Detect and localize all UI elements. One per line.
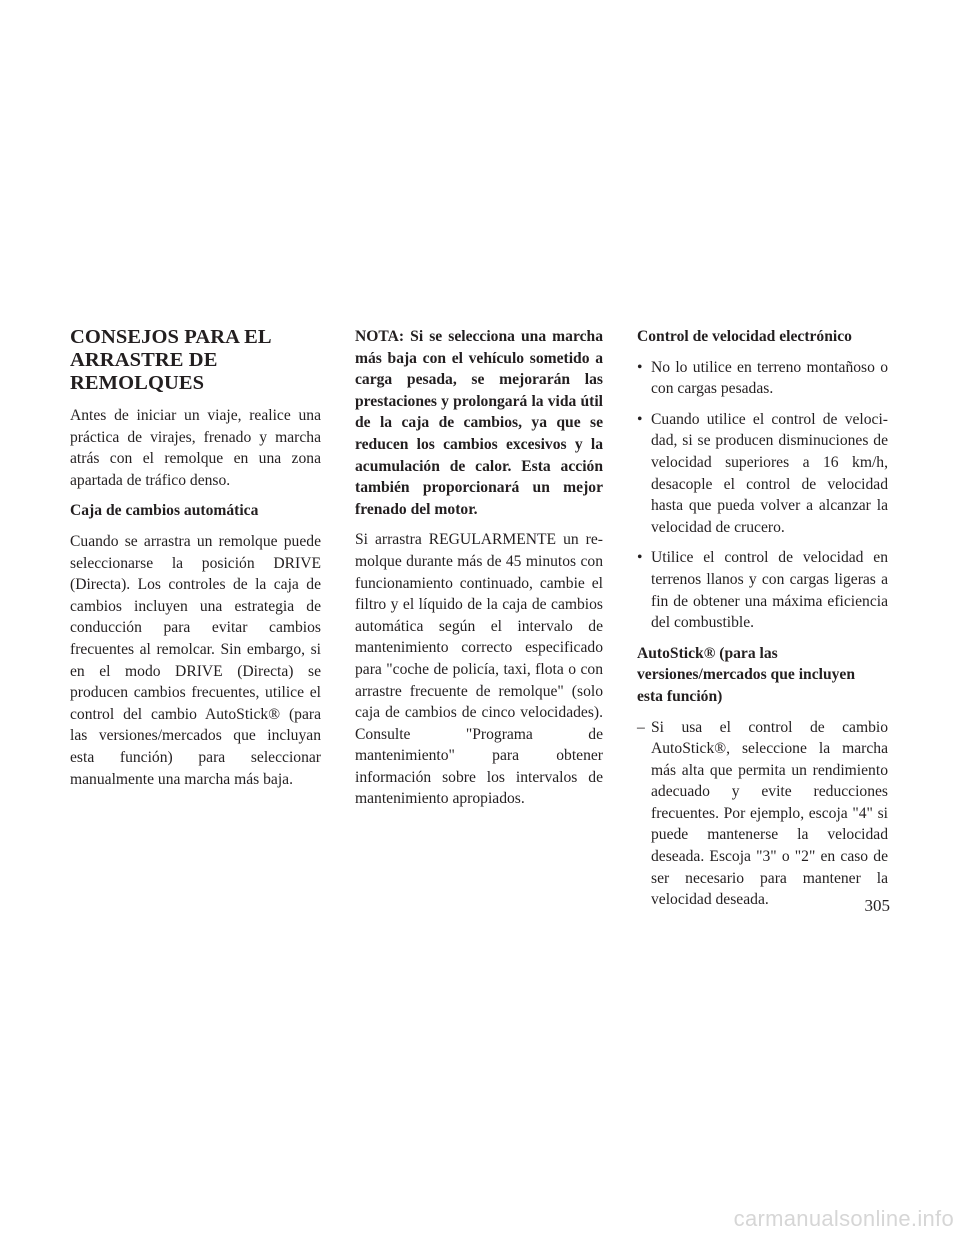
- autostick-heading-line: esta función): [637, 687, 723, 705]
- list-item: [637, 547, 888, 633]
- dash-mark: –: [637, 718, 645, 736]
- autostick-list: [637, 717, 888, 911]
- intro-paragraph: Antes de iniciar un viaje, realice una práctica de virajes, frenado y marcha atrás con el remolque en una zona apartada de tráfico denso.: [70, 407, 321, 489]
- page-number: 305: [864, 896, 890, 915]
- transmission-heading: Caja de cambios automática: [70, 502, 259, 520]
- speed-control-heading: Control de velocidad electrónico: [637, 328, 852, 345]
- note-paragraph: NOTA: Si se selecciona una marcha más baja con el vehículo sometido a carga pesada, se mejorarán las prestaciones y prolongará la vida útil de la caja de cambios, ya que se reducen los cambios excesivos y la acumulación de calor. Esta acción también proporcionará un mejor frenado del motor.: [355, 328, 603, 518]
- section-title-line: CONSEJOS PARA EL: [70, 326, 272, 348]
- column-right: [637, 326, 888, 920]
- bullet-mark: •: [637, 549, 643, 567]
- autostick-heading-line: AutoStick® (para las: [637, 644, 778, 662]
- list-item: [637, 717, 888, 911]
- bullet-mark: •: [637, 410, 643, 428]
- bullet-mark: •: [637, 358, 643, 376]
- list-item: [637, 409, 888, 539]
- speed-control-list: [637, 357, 888, 634]
- section-title-line: REMOLQUES: [70, 372, 205, 394]
- watermark: carmanualsonline.info: [733, 1206, 954, 1231]
- list-item-text: Si usa el control de cambio AutoStick®, seleccione la marcha más alta que permita un rendimiento adecuado y evite reducciones frecuentes. Por ejemplo, escoja "4" si puede mantenerse la velocidad deseada. Escoja "3" o "2" en caso de ser necesario para mantener la velocidad deseada.: [651, 718, 888, 909]
- list-item-text: Utilice el control de velocidad en terrenos llanos y con cargas ligeras a fin de obtener una máxima eficiencia del combustible.: [651, 549, 888, 632]
- column-middle: [355, 326, 603, 819]
- list-item-text: No lo utilice en terreno montañoso o con cargas pesadas.: [651, 358, 888, 398]
- section-title-line: ARRASTRE DE: [70, 349, 218, 371]
- autostick-heading-line: versiones/mercados que incluyen: [637, 666, 856, 684]
- transmission-paragraph: Cuando se arrastra un remolque puede seleccionarse la posición DRIVE (Directa). Los controles de la caja de cambios incluyen una estrategia de conducción para evitar cambios frecuentes al remolcar. Sin embargo, si en el modo DRIVE (Directa) se producen cambios frecuentes, utilice el control del cambio AutoStick® (para las versiones/mercados que incluyan esta función) para seleccionar manualmente una marcha más baja.: [70, 532, 321, 788]
- regular-towing-paragraph: Si arrastra REGULARMENTE un remolque durante más de 45 minutos con funcionamiento continuado, cambie el filtro y el líquido de la caja de cambios automática según el intervalo de mantenimiento correcto especificado para "coche de policía, taxi, flota o con arrastre frecuente de remolque" (solo caja de cambios de cinco velocidades). Consulte "Programa de mantenimiento" para obtener información sobre los intervalos de mantenimiento apropiados.: [355, 531, 603, 808]
- list-item: [637, 357, 888, 400]
- list-item-text: Cuando utilice el control de velocidad, si se producen disminuciones de velocidad superiores a 16 km/h, desacople el control de velocidad hasta que pueda volver a alcanzar la velocidad de crucero.: [651, 410, 888, 536]
- column-left: [70, 326, 321, 799]
- section-title: [70, 326, 321, 395]
- autostick-heading: [637, 643, 888, 708]
